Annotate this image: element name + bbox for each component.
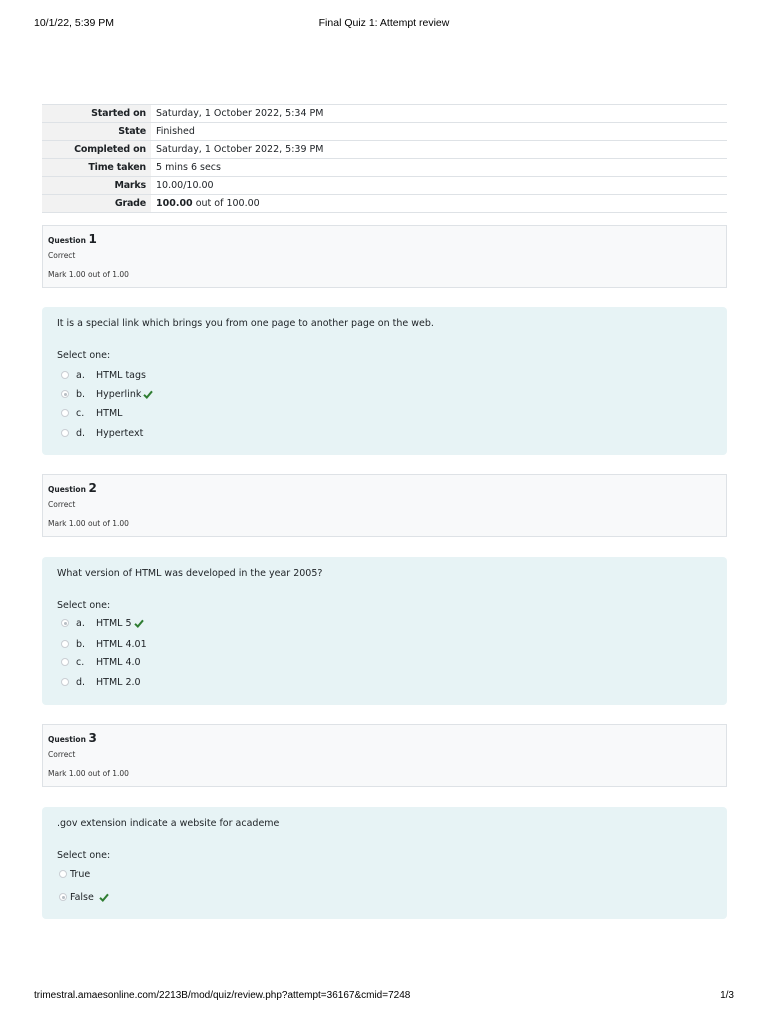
- radio-button[interactable]: [59, 870, 67, 878]
- radio-button[interactable]: [61, 678, 69, 686]
- grade-total: out of 100.00: [192, 198, 260, 209]
- question-mark: Mark 1.00 out of 1.00: [48, 769, 129, 778]
- question-formulation-1: [42, 307, 727, 455]
- attempt-summary-table: [42, 104, 727, 213]
- question-number: [48, 232, 97, 246]
- question-mark: Mark 1.00 out of 1.00: [48, 519, 129, 528]
- summary-value: Saturday, 1 October 2022, 5:34 PM: [156, 108, 324, 119]
- answer-option[interactable]: [61, 655, 141, 669]
- question-number: [48, 481, 97, 495]
- radio-button[interactable]: [61, 371, 69, 379]
- question-state: Correct: [48, 500, 76, 509]
- correct-check-icon: [99, 893, 109, 902]
- radio-button-selected[interactable]: [61, 390, 69, 398]
- answer-option[interactable]: [61, 616, 132, 630]
- option-text-wrap: [70, 892, 109, 903]
- summary-label: State: [42, 123, 151, 141]
- print-footer: [34, 990, 734, 1004]
- summary-row: [42, 105, 727, 123]
- print-title: Final Quiz 1: Attempt review: [318, 17, 450, 29]
- summary-label: Completed on: [42, 141, 151, 159]
- question-info-2: [42, 474, 727, 537]
- question-num: 3: [88, 731, 97, 745]
- option-text: HTML 4.0: [96, 656, 141, 668]
- answer-option[interactable]: [61, 368, 146, 382]
- option-text: HTML 5: [96, 617, 132, 629]
- answer-option[interactable]: [59, 890, 94, 904]
- question-text: It is a special link which brings you from one page to another page on the web.: [57, 318, 434, 329]
- select-prompt: Select one:: [57, 350, 111, 361]
- summary-row: [42, 159, 727, 177]
- radio-button[interactable]: [61, 429, 69, 437]
- question-state: Correct: [48, 251, 76, 260]
- answer-option[interactable]: [61, 675, 141, 689]
- question-info-1: [42, 225, 727, 288]
- option-letter: b.: [76, 388, 86, 400]
- correct-check-icon: [134, 619, 144, 628]
- correct-check-icon: [143, 390, 153, 399]
- radio-button[interactable]: [61, 409, 69, 417]
- answer-option[interactable]: [61, 426, 144, 440]
- answer-option[interactable]: [61, 387, 142, 401]
- option-letter: d.: [76, 427, 86, 439]
- question-text: .gov extension indicate a website for academe: [57, 818, 280, 829]
- page-number: 1/3: [720, 990, 734, 1001]
- option-text: HTML 4.01: [96, 638, 147, 650]
- option-text-wrap: [96, 389, 153, 400]
- select-prompt: Select one:: [57, 850, 111, 861]
- option-letter: c.: [76, 407, 85, 419]
- option-text: Hypertext: [96, 427, 144, 439]
- answer-option[interactable]: [59, 867, 91, 881]
- grade-value: 100.00: [156, 198, 193, 209]
- summary-row: [42, 195, 727, 213]
- question-num: 2: [88, 481, 97, 495]
- question-mark: Mark 1.00 out of 1.00: [48, 270, 129, 279]
- question-number: [48, 731, 97, 745]
- option-letter: d.: [76, 676, 86, 688]
- print-url: trimestral.amaesonline.com/2213B/mod/quiz/review.php?attempt=36167&cmid=7248: [34, 990, 411, 1001]
- summary-value: 5 mins 6 secs: [156, 162, 221, 173]
- summary-label: Grade: [42, 195, 151, 213]
- question-num: 1: [88, 232, 97, 246]
- summary-value: Finished: [156, 126, 195, 137]
- option-text: False: [70, 891, 94, 903]
- summary-value: Saturday, 1 October 2022, 5:39 PM: [156, 144, 324, 155]
- option-letter: a.: [76, 369, 85, 381]
- print-header: [34, 17, 734, 33]
- radio-button-selected[interactable]: [59, 893, 67, 901]
- question-state: Correct: [48, 750, 76, 759]
- question-label: Question: [48, 485, 86, 494]
- question-formulation-2: [42, 557, 727, 705]
- option-text: True: [70, 868, 91, 880]
- summary-label: Marks: [42, 177, 151, 195]
- answer-option[interactable]: [61, 406, 123, 420]
- print-date: 10/1/22, 5:39 PM: [34, 17, 114, 29]
- summary-row: [42, 141, 727, 159]
- summary-label: Started on: [42, 105, 151, 123]
- answer-option[interactable]: [61, 637, 147, 651]
- summary-value: [151, 195, 727, 213]
- radio-button-selected[interactable]: [61, 619, 69, 627]
- summary-value: 10.00/10.00: [156, 180, 214, 191]
- question-text: What version of HTML was developed in the year 2005?: [57, 568, 323, 579]
- question-label: Question: [48, 236, 86, 245]
- question-label: Question: [48, 735, 86, 744]
- option-text: HTML: [96, 407, 123, 419]
- option-text: Hyperlink: [96, 388, 142, 400]
- summary-row: [42, 177, 727, 195]
- question-info-3: [42, 724, 727, 787]
- option-text-wrap: [96, 618, 144, 629]
- option-letter: c.: [76, 656, 85, 668]
- radio-button[interactable]: [61, 658, 69, 666]
- select-prompt: Select one:: [57, 600, 111, 611]
- summary-label: Time taken: [42, 159, 151, 177]
- option-letter: a.: [76, 617, 85, 629]
- summary-row: [42, 123, 727, 141]
- radio-button[interactable]: [61, 640, 69, 648]
- option-text: HTML 2.0: [96, 676, 141, 688]
- question-formulation-3: [42, 807, 727, 919]
- option-text: HTML tags: [96, 369, 146, 381]
- option-letter: b.: [76, 638, 86, 650]
